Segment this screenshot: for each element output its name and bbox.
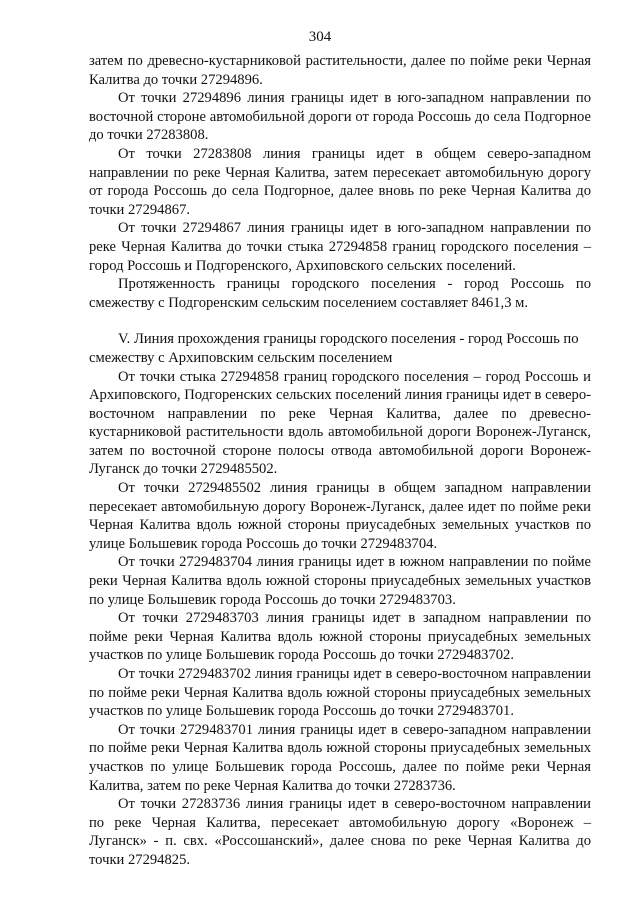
paragraph: Протяженность границы городского поселения - город Россошь по смежеству с Подгоренским сельским поселением составляет 8461,3 м. — [89, 276, 591, 311]
paragraph: От точки 2729483701 линия границы идет в северо-западном направлении по пойме реки Черная Калитва вдоль южной стороны приусадебных земельных участков по улице Большевик города Россошь, далее по пойме реки Черная Калитва, затем по реке Черная Калитва до точки 27283736. — [89, 721, 591, 794]
section-heading: V. Линия прохождения границы городского поселения - город Россошь по смежеству с Архиповским сельским поселением — [89, 331, 579, 366]
paragraph: От точки 27283808 линия границы идет в общем северо-западном направлении по реке Черная Калитва, затем пересекает автомобильную дорогу от города Россошь до села Подгорное, далее вновь по реке Черная Калитва до точки 27294867. — [89, 145, 591, 218]
page-number: 304 — [308, 29, 332, 45]
paragraph: От точки 2729485502 линия границы в общем западном направлении пересекает автомобильную дорогу Воронеж-Луганск, далее идет по пойме реки Черная Калитва вдоль южной стороны приусадебных земельных участков по улице Большевик города Россошь до точки 2729483704. — [89, 480, 591, 552]
paragraph: От точки 27283736 линия границы идет в северо-восточном направлении по реке Черная Калитва, пересекает автомобильную дорогу «Воронеж – Луганск» - п. свх. «Россошанский», далее снова по реке Черная Калитва до точки 27294825. — [89, 796, 591, 868]
paragraph: От точки стыка 27294858 границ городского поселения – город Россошь и Архиповского, Подгоренских сельских поселений линия границы идет в северо-восточном направлении по реке Черная Калитва, далее по древесно-кустарниковой растительности вдоль автомобильной дороги Воронеж-Луганск, затем по восточной стороне полосы отвода автомобильной дороги Воронеж-Луганск до точки 2729485502. — [89, 368, 591, 478]
paragraph: затем по древесно-кустарниковой растительности, далее по пойме реки Черная Калитва до точки 27294896. — [89, 53, 591, 88]
paragraph: От точки 27294896 линия границы идет в юго-западном направлении по восточной стороне автомобильной дороги от города Россошь до села Подгорное до точки 27283808. — [89, 90, 591, 144]
paragraph: От точки 2729483703 линия границы идет в западном направлении по пойме реки Черная Калитва вдоль южной стороны приусадебных земельных участков по улице Большевик города Россошь до точки 2729483702. — [89, 610, 591, 664]
paragraph: От точки 2729483704 линия границы идет в южном направлении по пойме реки Черная Калитва вдоль южной стороны приусадебных земельных участков по улице Большевик города Россошь до точки 2729483703. — [89, 554, 591, 608]
document-body — [89, 52, 591, 870]
paragraph: От точки 27294867 линия границы идет в юго-западном направлении по реке Черная Калитва до точки стыка 27294858 границ городского поселения – город Россошь и Подгоренского, Архиповского сельских поселений. — [89, 220, 591, 274]
paragraph: От точки 2729483702 линия границы идет в северо-восточном направлении по пойме реки Черная Калитва вдоль южной стороны приусадебных земельных участков по улице Большевик города Россошь до точки 2729483701. — [89, 666, 591, 720]
